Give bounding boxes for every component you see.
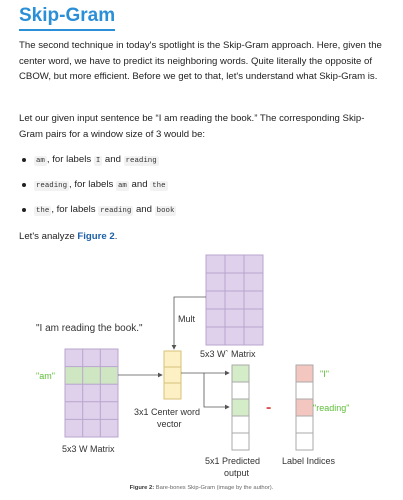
label-code: reading (125, 157, 157, 165)
am-label: "am" (36, 371, 55, 381)
label-indices-label: Label Indices (282, 456, 336, 466)
w-matrix-label: 5x3 W Matrix (62, 444, 115, 454)
center-word-code: the (36, 207, 50, 215)
predicted-output-vector (232, 365, 249, 450)
bullet-text: , for labels (69, 179, 116, 190)
figure-caption (0, 485, 403, 491)
bullet-and: and (128, 179, 151, 190)
bullet-text: , for labels (46, 154, 94, 165)
center-word-vector (164, 351, 181, 399)
list-item (19, 202, 389, 227)
caption-bold: Figure 2: (129, 485, 155, 491)
label-code: the (152, 182, 166, 190)
list-item (19, 177, 389, 202)
center-vector-label-2: vector (157, 419, 182, 429)
w-matrix (65, 349, 118, 437)
i-label: "I" (320, 369, 329, 379)
analyze-text: Let's analyze (19, 231, 78, 242)
label-code: am (117, 182, 127, 190)
center-word-code: reading (36, 182, 68, 190)
label-code: reading (100, 207, 132, 215)
minus-sign: - (266, 399, 272, 416)
predicted-label-1: 5x1 Predicted (205, 456, 261, 466)
center-word-code: am (36, 157, 45, 165)
section-title: Skip-Gram (19, 4, 115, 31)
caption-text: Bare-bones Skip-Gram (image by the author). (154, 485, 274, 491)
bullet-text: , for labels (51, 204, 99, 215)
analyze-period: . (114, 231, 118, 242)
paragraph-example: Let our given input sentence be “I am reading the book.” The corresponding Skip-Gram pairs for a window size of 3 would be: (19, 113, 365, 140)
paragraph-intro: The second technique in today's spotlight is the Skip-Gram approach. Here, given the center word, we have to predict its neighboring words. Quite literally the opposite of CBOW, but more efficient. Before we get to that, let's understand what Skip-Gram is. (19, 40, 382, 82)
center-vector-label-1: 3x1 Center word (134, 407, 201, 417)
bullet-and: and (133, 204, 155, 215)
label-code: I (95, 157, 101, 165)
input-sentence: "I am reading the book." (36, 323, 143, 334)
predicted-label-2: output (224, 468, 250, 478)
mult-label: Mult (178, 314, 196, 324)
reading-label: "reading" (313, 403, 350, 413)
bullet-and: and (102, 154, 124, 165)
figure-link[interactable]: Figure 2 (77, 231, 115, 242)
label-code: book (156, 207, 175, 215)
w-prime-matrix (206, 255, 263, 345)
label-indices-vector (296, 365, 313, 450)
paragraph-analyze (19, 229, 387, 245)
w-prime-label: 5x3 W` Matrix (200, 349, 256, 359)
skipgram-pairs-list (19, 152, 389, 227)
list-item (19, 152, 389, 177)
skipgram-diagram (0, 247, 403, 485)
center-to-pred-arrow-2 (204, 373, 229, 407)
